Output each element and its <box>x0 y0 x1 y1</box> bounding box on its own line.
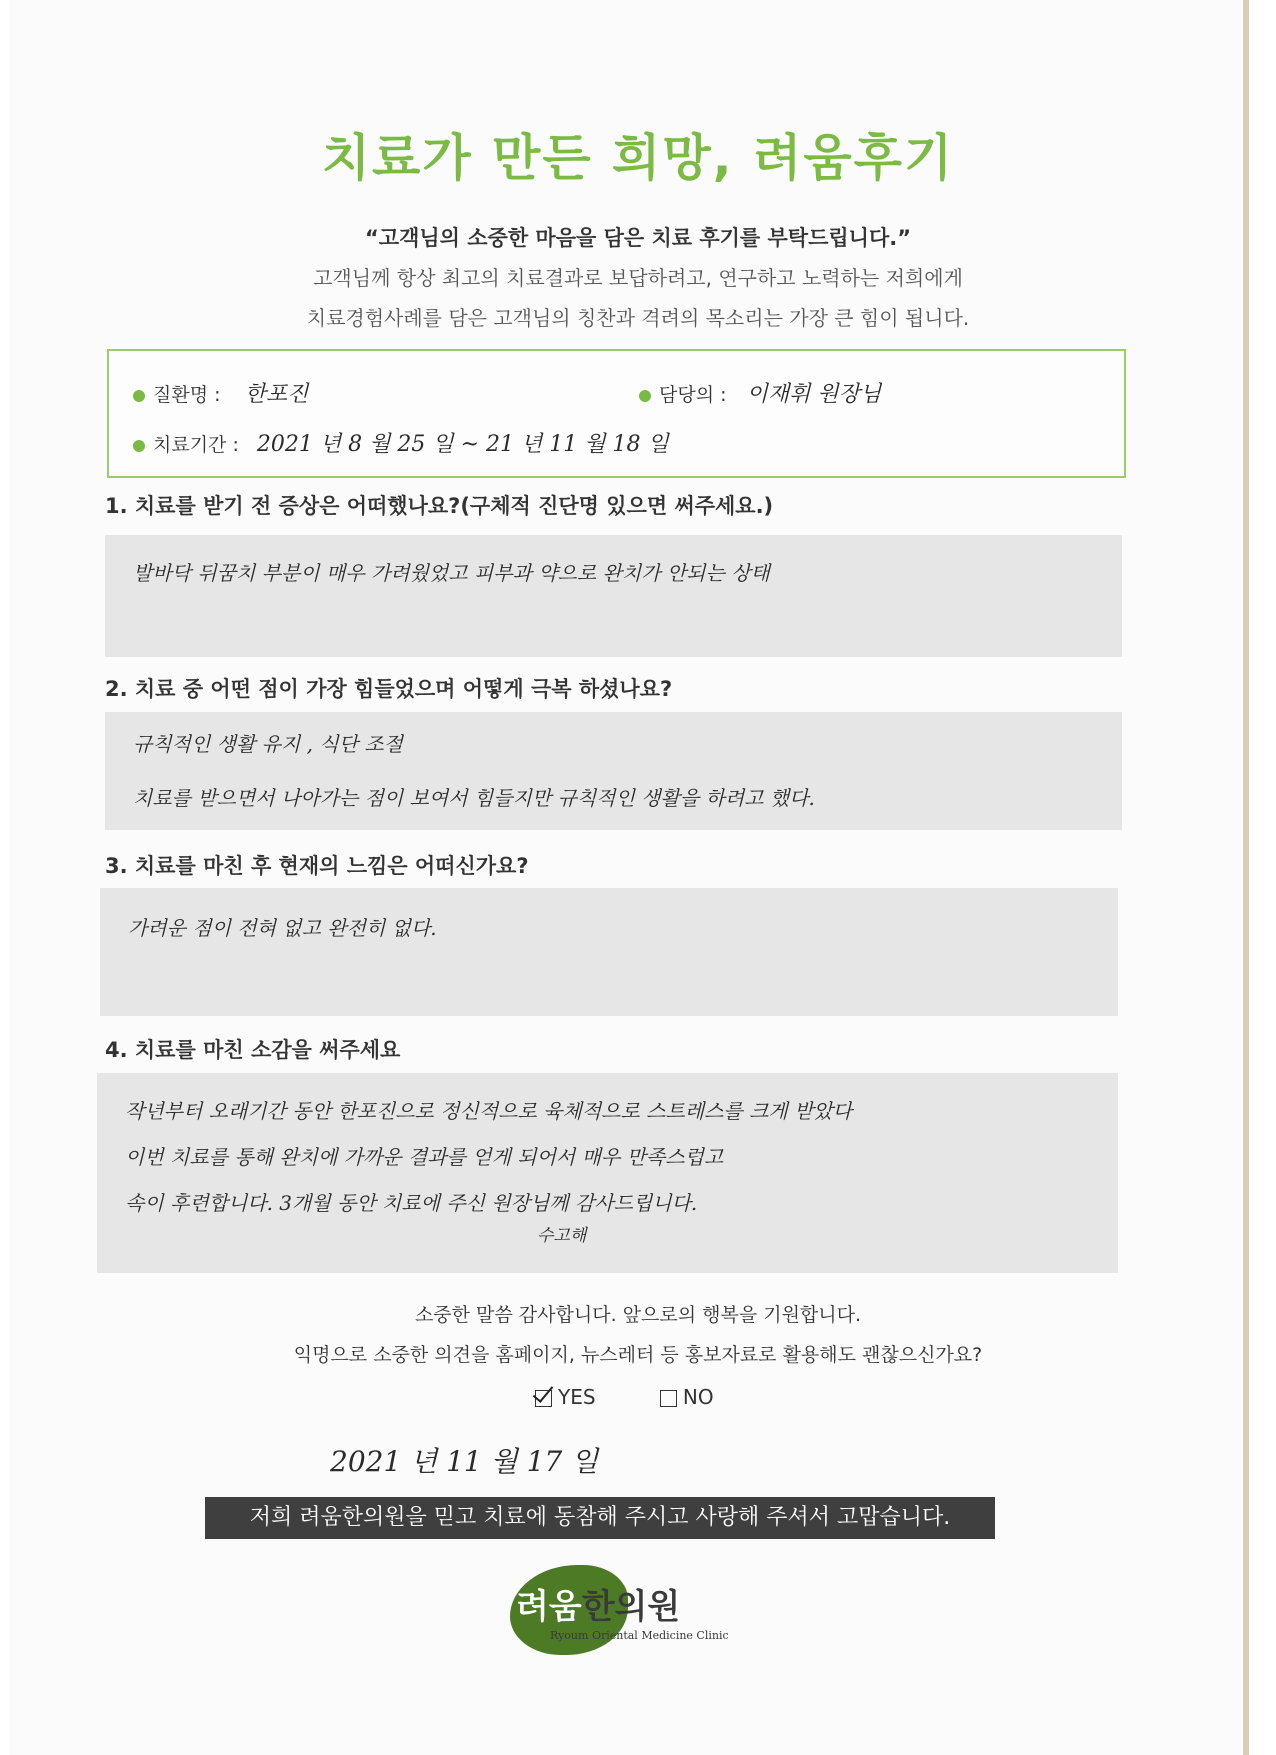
consent-options <box>535 1385 714 1409</box>
yes-checkbox[interactable] <box>535 1390 552 1407</box>
question-2: 2. 치료 중 어떤 점이 가장 힘들었으며 어떻게 극복 하셨나요? <box>105 677 673 701</box>
answer-2-line-1: 규칙적인 생활 유지 , 식단 조절 <box>133 732 403 756</box>
answer-1-area <box>105 535 1122 657</box>
question-3: 3. 치료를 마친 후 현재의 느낌은 어떠신가요? <box>105 854 529 878</box>
doctor-value: 이재휘 원장님 <box>746 382 882 407</box>
form-quote: “고객님의 소중한 마음을 담은 치료 후기를 부탁드립니다.” <box>364 226 912 250</box>
disease-label: 질환명 : <box>153 384 221 406</box>
closing-consent-question: 익명으로 소중한 의견을 홈페이지, 뉴스레터 등 홍보자료로 활용해도 괜찮으신가요? <box>293 1344 983 1366</box>
bullet-icon <box>133 390 145 402</box>
clinic-logo <box>510 1565 740 1655</box>
bullet-icon <box>639 390 651 402</box>
period-value: 2021 년 8 월 25 일 ~ 21 년 11 월 18 일 <box>256 432 669 457</box>
bullet-icon <box>133 440 145 452</box>
intro-line-2: 치료경험사례를 담은 고객님의 칭찬과 격려의 목소리는 가장 큰 힘이 됩니다. <box>306 306 970 330</box>
doctor-row <box>639 377 881 408</box>
period-row <box>133 427 669 458</box>
clinic-logo-subtitle: Ryoum Oriental Medicine Clinic <box>550 1629 729 1642</box>
answer-1-line-1: 발바닥 뒤꿈치 부분이 매우 가려웠었고 피부과 약으로 완치가 안되는 상태 <box>133 561 770 585</box>
intro-line-1: 고객님께 항상 최고의 치료결과로 보답하려고, 연구하고 노력하는 저희에게 <box>313 266 963 290</box>
answer-3-area <box>100 888 1118 1016</box>
form-title: 치료가 만든 희망, 려움후기 <box>321 129 955 187</box>
no-checkbox[interactable] <box>660 1390 677 1407</box>
answer-2-area <box>105 712 1122 830</box>
yes-label: YES <box>558 1385 596 1409</box>
period-label: 치료기간 : <box>153 434 239 456</box>
disease-row <box>133 377 308 408</box>
answer-4-line-2: 이번 치료를 통해 완치에 가까운 결과를 얻게 되어서 매우 만족스럽고 <box>125 1145 724 1169</box>
question-4: 4. 치료를 마친 소감을 써주세요 <box>105 1038 401 1062</box>
written-date: 2021 년 11 월 17 일 <box>330 1445 599 1478</box>
answer-4-area <box>97 1073 1118 1273</box>
footer-thanks-band: 저희 려움한의원을 믿고 치료에 동참해 주시고 사랑해 주셔서 고맙습니다. <box>205 1497 995 1539</box>
question-1: 1. 치료를 받기 전 증상은 어떠했나요?(구체적 진단명 있으면 써주세요.) <box>105 494 774 518</box>
no-label: NO <box>682 1385 714 1409</box>
answer-4-line-1: 작년부터 오래기간 동안 한포진으로 정신적으로 육체적으로 스트레스를 크게 받았다 <box>125 1099 853 1123</box>
answer-3-line-1: 가려운 점이 전혀 없고 완전히 없다. <box>128 916 437 940</box>
answer-2-line-2: 치료를 받으면서 나아가는 점이 보여서 힘들지만 규칙적인 생활을 하려고 했다. <box>133 786 815 810</box>
clinic-logo-name: 려움한의원 <box>516 1587 681 1627</box>
answer-4-insert: 수고해 <box>537 1226 587 1246</box>
disease-value: 한포진 <box>244 382 309 407</box>
patient-info-box <box>107 349 1126 478</box>
answer-4-line-3: 속이 후련합니다. 3개월 동안 치료에 주신 원장님께 감사드립니다. <box>125 1191 698 1215</box>
doctor-label: 담당의 : <box>659 384 727 406</box>
closing-thanks: 소중한 말씀 감사합니다. 앞으로의 행복을 기원합니다. <box>414 1304 862 1326</box>
